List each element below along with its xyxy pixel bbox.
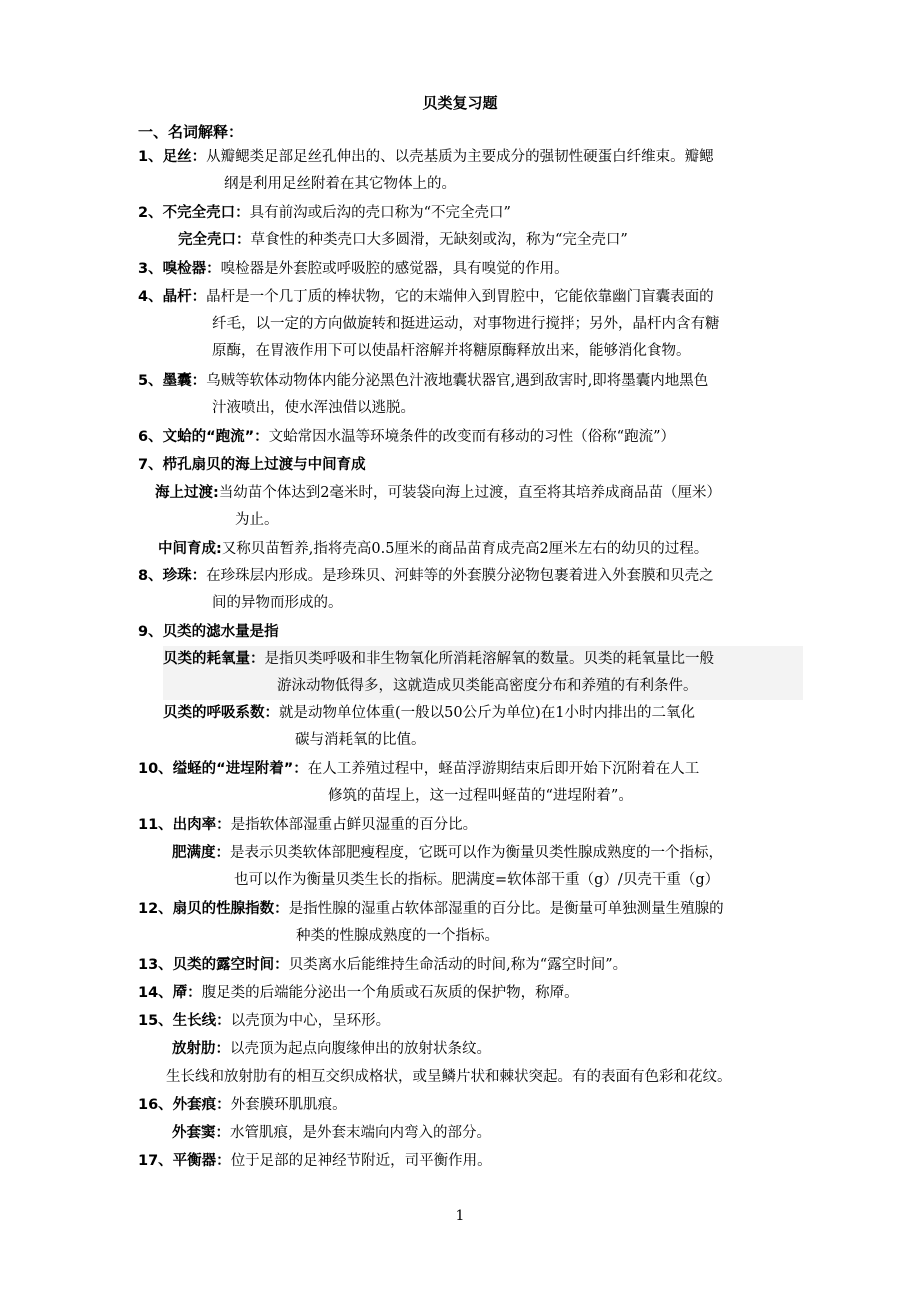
entry-gonad-index: [138, 896, 788, 950]
entry-term: 17、平衡器：: [138, 1153, 231, 1169]
entry-scallop-heading: [138, 452, 788, 479]
entry-term: 贝类的耗氧量：: [163, 651, 265, 667]
entry-line: 汁液喷出，使水浑浊借以逃脱。: [212, 400, 415, 416]
entry-radial-rib: [172, 1036, 822, 1063]
entry-line: 是表示贝类软体部肥瘦程度，它既可以作为衡量贝类性腺成熟度的一个指标，: [230, 845, 723, 861]
entry-line: 文蛤常因水温等环境条件的改变而有移动的习性（俗称“跑流”）: [268, 429, 675, 445]
entry-line: 纤毛，以一定的方向做旋转和挺进运动，对事物进行搅拌；另外，晶杆内含有糖: [212, 316, 720, 332]
page-number: 1: [455, 1208, 465, 1224]
entry-line: 就是动物单位体重(一般以50公斤为单位)在1小时内排出的二氧化: [279, 705, 695, 721]
entry-line: 水管肌痕，是外套末端向内弯入的部分。: [230, 1125, 491, 1141]
document-title: 贝类复习题: [422, 94, 498, 112]
entry-term: 外套窦：: [172, 1125, 230, 1141]
entry-line: 以壳顶为中心，呈环形。: [230, 1013, 391, 1029]
entry-growth-line: [138, 1008, 788, 1035]
entry-line: 是指软体部湿重占鲜贝湿重的百分比。: [230, 817, 478, 833]
entry-term: 贝类的呼吸系数：: [163, 705, 279, 721]
entry-line: 纲是利用足丝附着在其它物体上的。: [224, 176, 456, 192]
entry-line: 位于足部的足神经节附近，司平衡作用。: [230, 1153, 492, 1169]
entry-statocyst: [138, 1148, 788, 1175]
entry-line: 腹足类的后端能分泌出一个角质或石灰质的保护物，称厣。: [201, 985, 579, 1001]
entry-term: 4、晶杆：: [138, 289, 207, 305]
entry-line: 草食性的种类壳口大多圆滑，无缺刻或沟，称为“完全壳口”: [250, 232, 628, 248]
entry-term: 9、贝类的滤水量是指: [138, 624, 279, 640]
entry-term: 5、墨囊：: [138, 373, 207, 389]
entry-term: 1、足丝：: [138, 149, 207, 165]
entry-term: 肥满度：: [172, 845, 230, 861]
entry-line: 乌贼等软体动物体内能分泌黑色汁液地囊状器官,遇到敌害时,即将墨囊内地黑色: [206, 373, 709, 389]
entry-term: 7、栉孔扇贝的海上过渡与中间育成: [138, 457, 366, 473]
entry-ink-sac: [138, 368, 788, 422]
entry-line: 嗅检器是外套腔或呼吸腔的感觉器，具有嗅觉的作用。: [220, 261, 569, 277]
entry-air-exposure-time: [138, 952, 788, 979]
entry-line: 在人工养殖过程中，蛏苗浮游期结束后即开始下沉附着在人工: [307, 761, 700, 777]
entry-line: 具有前沟或后沟的壳口称为“不完全壳口”: [249, 205, 511, 221]
entry-intermediate-rearing: [158, 536, 808, 563]
entry-foot-silk: [138, 144, 788, 198]
entry-operculum: [138, 980, 788, 1007]
entry-term: 中间育成:: [158, 541, 222, 557]
entry-shell-surface-note: [166, 1064, 816, 1091]
entry-term: 13、贝类的露空时间：: [138, 957, 289, 973]
entry-line: 也可以作为衡量贝类生长的指标。肥满度=软体部干重（g）/贝壳干重（g）: [234, 872, 720, 888]
entry-meat-yield: [138, 812, 788, 839]
entry-term: 14、厣：: [138, 985, 202, 1001]
entry-pallial-sinus: [172, 1120, 822, 1147]
entry-term: 8、珍珠：: [138, 568, 207, 584]
entry-line: 晶杆是一个几丁质的棒状物，它的末端伸入到胃腔中，它能依靠幽门盲囊表面的: [206, 289, 714, 305]
entry-pearl: [138, 563, 788, 617]
entry-condition-index: [172, 840, 822, 894]
entry-line: 从瓣鳃类足部足丝孔伸出的、以壳基质为主要成分的强韧性硬蛋白纤维束。瓣鳃: [206, 149, 714, 165]
entry-term: 3、嗅检器：: [138, 261, 221, 277]
entry-line: 外套膜环肌肌痕。: [230, 1097, 347, 1113]
entry-line: 是指性腺的湿重占软体部湿重的百分比。是衡量可单独测量生殖腺的: [288, 901, 724, 917]
entry-term: 2、不完全壳口：: [138, 205, 250, 221]
entry-line: 为止。: [235, 512, 279, 528]
entry-line: 种类的性腺成熟度的一个指标。: [296, 928, 499, 944]
entry-line: 贝类离水后能维持生命活动的时间,称为“露空时间”。: [288, 957, 628, 973]
entry-line: 是指贝类呼吸和非生物氧化所消耗溶解氧的数量。贝类的耗氧量比一般: [264, 651, 714, 667]
entry-line: 修筑的苗埕上，这一过程叫蛏苗的“进埕附着”。: [328, 788, 633, 804]
entry-razor-clam-settlement: [138, 756, 788, 810]
entry-line: 碳与消耗氧的比值。: [295, 732, 426, 748]
entry-term: 12、扇贝的性腺指数：: [138, 901, 289, 917]
entry-line: 又称贝苗暂养,指将壳高0.5厘米的商品苗育成壳高2厘米左右的幼贝的过程。: [221, 541, 709, 557]
entry-pallial-line: [138, 1092, 788, 1119]
section-heading: 一、名词解释：: [138, 123, 244, 141]
entry-term: 6、文蛤的“跑流”：: [138, 429, 269, 445]
entry-complete-aperture: [178, 227, 828, 254]
entry-term: 完全壳口：: [178, 232, 251, 248]
entry-filtration-heading: [138, 619, 788, 646]
entry-term: 11、出肉率：: [138, 817, 231, 833]
entry-respiratory-quotient: [163, 700, 813, 754]
entry-line: 在珍珠层内形成。是珍珠贝、河蚌等的外套膜分泌物包裹着进入外套膜和贝壳之: [206, 568, 714, 584]
entry-term: 15、生长线：: [138, 1013, 231, 1029]
entry-term: 海上过渡:: [155, 485, 219, 501]
entry-line: 游泳动物低得多，这就造成贝类能高密度分布和养殖的有利条件。: [277, 678, 698, 694]
entry-crystalline-style: [138, 284, 788, 365]
entry-line: 间的异物而形成的。: [212, 595, 343, 611]
entry-term: 16、外套痕：: [138, 1097, 231, 1113]
entry-clam-migration: [138, 424, 788, 451]
entry-osphradium: [138, 256, 788, 283]
entry-term: 10、缢蛏的“进埕附着”：: [138, 761, 308, 777]
entry-incomplete-aperture: [138, 200, 788, 227]
entry-oxygen-consumption: [163, 646, 803, 700]
entry-line: 当幼苗个体达到2毫米时，可装袋向海上过渡，直至将其培养成商品苗（厘米）: [218, 485, 722, 501]
entry-line: 生长线和放射肋有的相互交织成格状，或呈鳞片状和棘状突起。有的表面有色彩和花纹。: [166, 1069, 732, 1085]
entry-line: 原酶，在胃液作用下可以使晶杆溶解并将糖原酶释放出来，能够消化食物。: [212, 343, 691, 359]
entry-term: 放射肋：: [172, 1041, 230, 1057]
entry-line: 以壳顶为起点向腹缘伸出的放射状条纹。: [230, 1041, 491, 1057]
entry-sea-transition: [155, 480, 805, 534]
